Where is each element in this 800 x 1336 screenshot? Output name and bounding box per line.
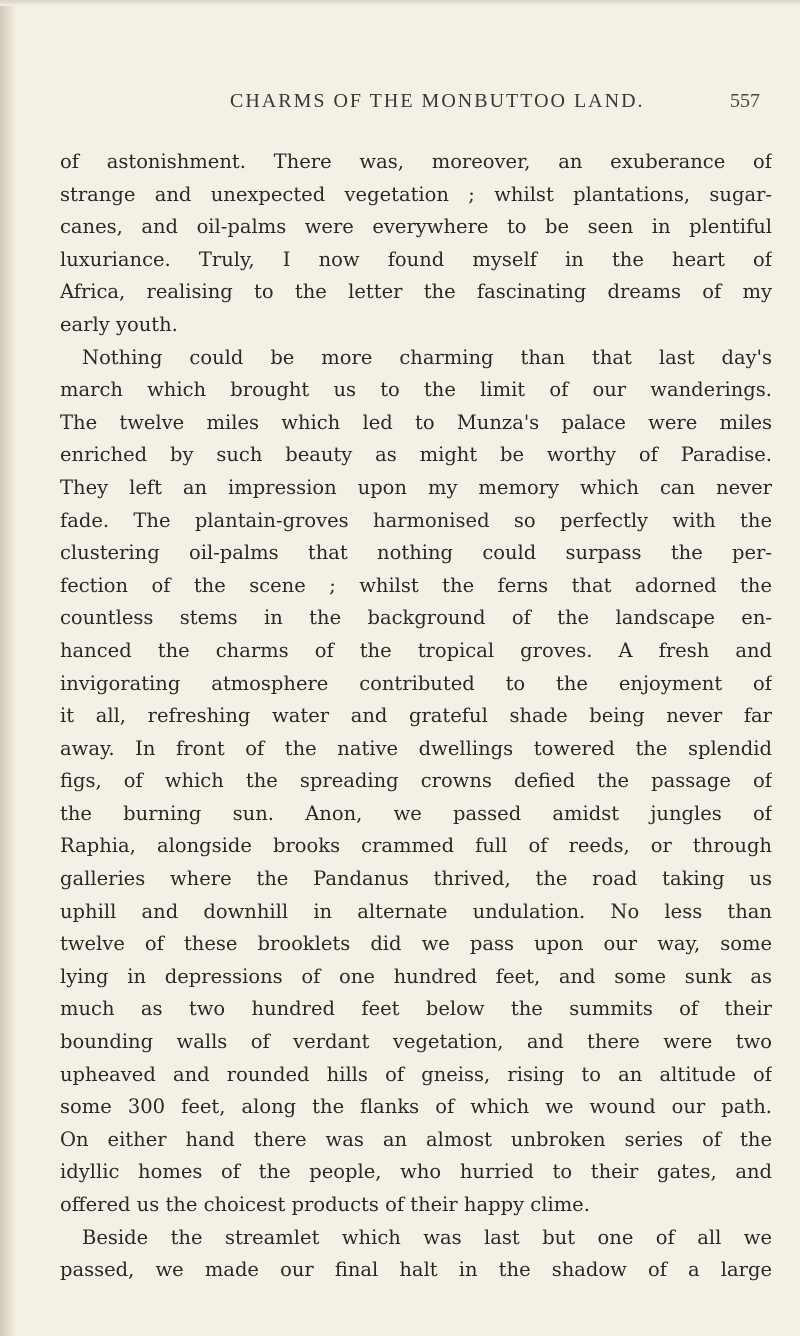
page-top-edge: [0, 0, 800, 6]
text-line: passed, we made our final halt in the shadow of a large: [60, 1258, 772, 1282]
text-line: They left an impression upon my memory which can never: [60, 475, 772, 499]
text-line: much as two hundred feet below the summits of their: [60, 997, 772, 1021]
text-line: fade. The plantain-groves harmonised so perfectly with the: [60, 508, 772, 532]
text-line: the burning sun. Anon, we passed amidst jungles of: [60, 801, 772, 825]
text-line: bounding walls of verdant vegetation, and there were two: [60, 1030, 772, 1054]
text-line: uphill and downhill in alternate undulation. No less than: [60, 899, 772, 923]
text-line: canes, and oil-palms were everywhere to be seen in plentiful: [60, 215, 772, 239]
text-line: lying in depressions of one hundred feet, and some sunk as: [60, 964, 772, 988]
text-line: away. In front of the native dwellings towered the splendid: [60, 736, 772, 760]
text-line-paragraph-end: offered us the choicest products of their happy clime.: [60, 1193, 590, 1216]
text-line: luxuriance. Truly, I now found myself in the heart of: [60, 247, 772, 271]
text-line: march which brought us to the limit of our wanderings.: [60, 378, 772, 402]
text-line: figs, of which the spreading crowns defied the passage of: [60, 769, 772, 793]
page-number: 557: [730, 90, 760, 112]
text-line-paragraph-start: Beside the streamlet which was last but one of all we: [82, 1225, 772, 1249]
text-line: Raphia, alongside brooks crammed full of reeds, or through: [60, 834, 772, 858]
text-line: it all, refreshing water and grateful shade being never far: [60, 704, 772, 728]
text-line-paragraph-end: early youth.: [60, 312, 178, 336]
text-line: fection of the scene ; whilst the ferns that adorned the: [60, 573, 772, 597]
text-line: upheaved and rounded hills of gneiss, rising to an altitude of: [60, 1062, 772, 1086]
text-line: idyllic homes of the people, who hurried to their gates, and: [60, 1160, 772, 1184]
text-line: of astonishment. There was, moreover, an exuberance of: [60, 150, 772, 173]
body-text: [60, 146, 772, 1287]
text-line: countless stems in the background of the landscape en-: [60, 606, 772, 630]
running-head: [60, 90, 760, 120]
text-line: On either hand there was an almost unbroken series of the: [60, 1127, 772, 1151]
text-line: clustering oil-palms that nothing could surpass the per-: [60, 541, 772, 565]
page-binding-shadow: [0, 0, 16, 1336]
running-title: CHARMS OF THE MONBUTTOO LAND.: [230, 90, 645, 112]
text-line: hanced the charms of the tropical groves. A fresh and: [60, 638, 772, 662]
text-line: some 300 feet, along the flanks of which we wound our path.: [60, 1095, 772, 1119]
text-line: enriched by such beauty as might be worthy of Paradise.: [60, 443, 772, 467]
text-line: twelve of these brooklets did we pass upon our way, some: [60, 932, 772, 956]
text-line: Africa, realising to the letter the fascinating dreams of my: [60, 280, 772, 304]
text-line: invigorating atmosphere contributed to the enjoyment of: [60, 671, 772, 695]
text-line-paragraph-start: Nothing could be more charming than that last day's: [82, 345, 772, 369]
text-line: strange and unexpected vegetation ; whilst plantations, sugar-: [60, 182, 772, 206]
text-line: The twelve miles which led to Munza's palace were miles: [60, 410, 772, 434]
text-line: galleries where the Pandanus thrived, the road taking us: [60, 867, 772, 891]
